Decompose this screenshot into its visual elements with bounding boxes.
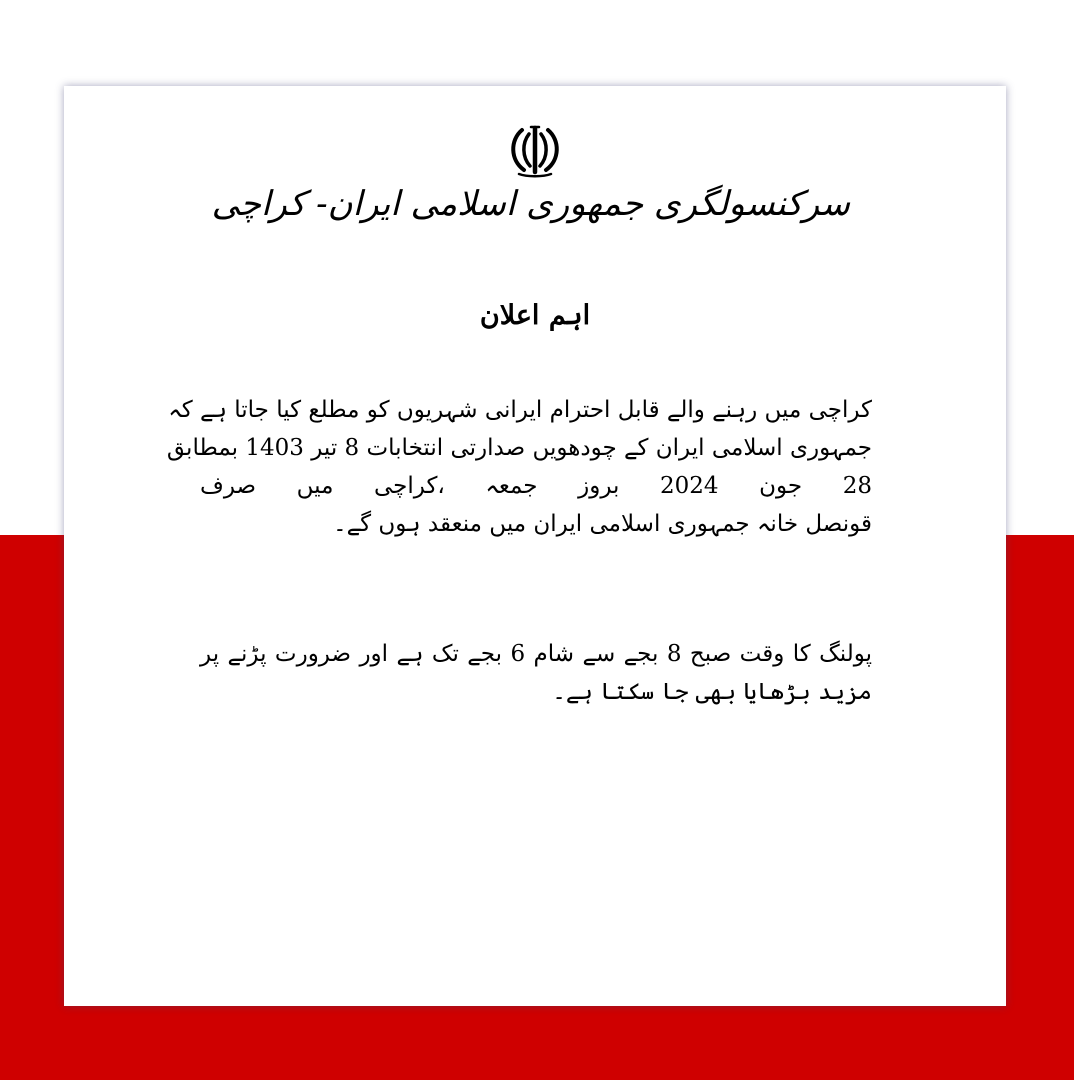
paragraph-1-line: کراچی میں رہنے والے قابل احترام ایرانی شہریوں کو مطلع کیا جاتا ہے کہ [168,397,872,423]
iran-emblem-icon [505,120,565,180]
notice-title: اہم اعلان [479,300,591,331]
paragraph-1-line: جمہوری اسلامی ایران کے چودھویں صدارتی انتخابات 8 تیر 1403 بمطابق [166,435,872,461]
consulate-title: سرکنسولگری جمهوری اسلامی ایران- کراچی [211,184,850,224]
notice-paragraph-1 [166,391,872,543]
paragraph-1-line: قونصل خانہ جمہوری اسلامی ایران میں منعقد ہوں گے۔ [333,511,872,537]
paragraph-2-line: مزید بڑھایا بھی جا سکتا ہے۔ [552,679,872,705]
notice-paragraph-2 [200,635,872,711]
paragraph-1-line: 28 جون 2024 بروز جمعہ ،کراچی میں صرف [200,473,872,499]
paragraph-2-line: پولنگ کا وقت صبح 8 بجے سے شام 6 بجے تک ہے اور ضرورت پڑنے پر [200,641,872,667]
